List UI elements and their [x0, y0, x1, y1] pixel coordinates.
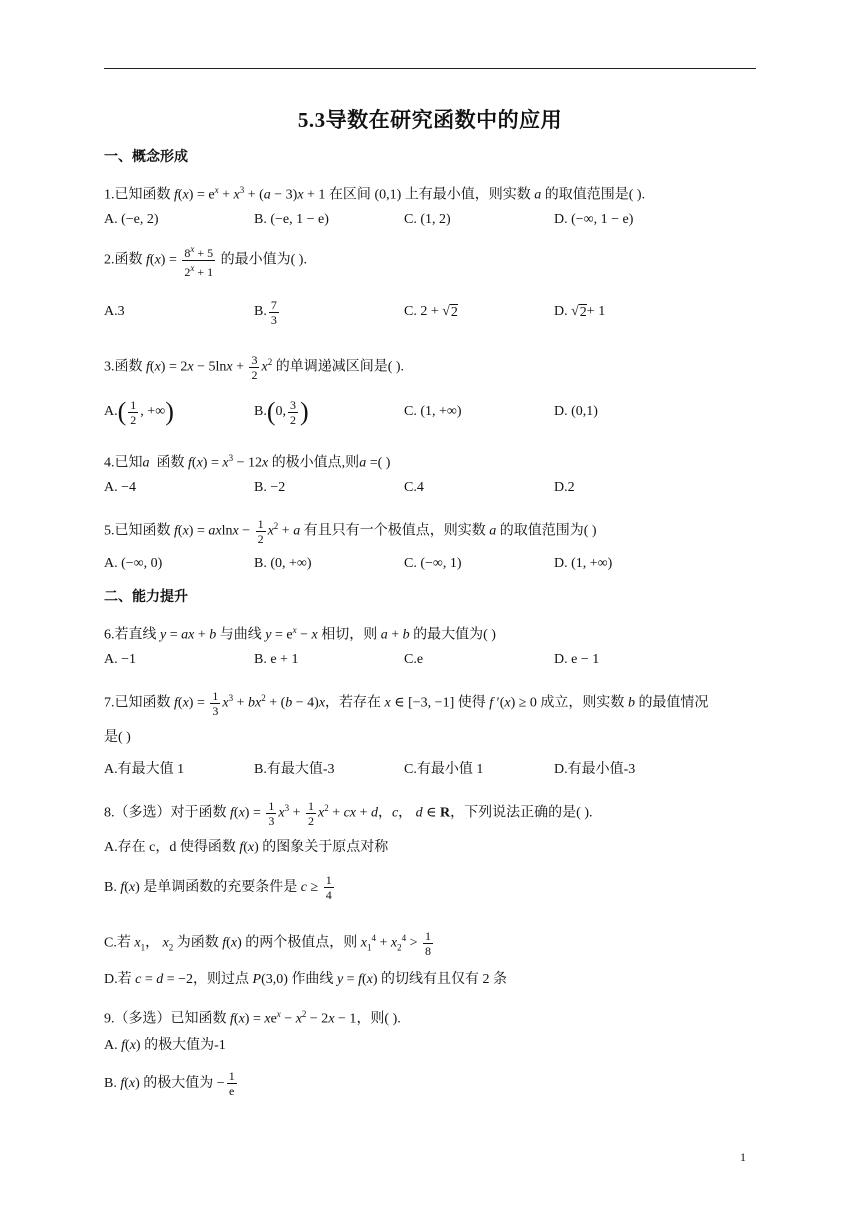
option-b[interactable]: B.有最大值-3 [254, 762, 335, 777]
q5-options [104, 546, 756, 582]
question-8: 8.（多选）对于函数 f(x) = $\frac{1}{3}$ $x^3$ + $\frac{1}{2}$ $x^2$ + cx + d，c， d ∈ R，下列说法正确的是( ). [104, 798, 593, 828]
option-b[interactable]: B. 7 3 [254, 297, 277, 327]
q4-options [104, 470, 756, 506]
option-d[interactable]: D. (−∞, 1 − e) [554, 212, 634, 227]
q8-option-a[interactable]: A.存在 c，d 使得函数 f(x) 的图象关于原点对称 [104, 840, 389, 855]
option-c[interactable]: C.有最小值 1 [404, 762, 484, 777]
section-heading-1: 一、概念形成 [104, 150, 188, 165]
option-b[interactable]: B. −2 [254, 480, 286, 495]
option-a[interactable]: A. (−∞, 0) [104, 556, 163, 571]
option-d[interactable]: D. e − 1 [554, 652, 600, 667]
option-a[interactable]: A.3 [104, 304, 125, 319]
page-number: 1 [740, 1150, 746, 1164]
option-d[interactable]: D.有最小值-3 [554, 762, 636, 777]
option-b[interactable]: B. ( 0, 3 2 ) [254, 397, 309, 427]
option-c[interactable]: C. (1, +∞) [404, 404, 462, 419]
option-b[interactable]: B. e + 1 [254, 652, 299, 667]
question-7-line2: 是( ) [104, 730, 131, 745]
page-title: 5.3导数在研究函数中的应用 [297, 108, 563, 132]
option-d[interactable]: D. (0,1) [554, 404, 598, 419]
question-2: 2.函数 f(x) = $\frac{8^x + 5}{2^x + 1}$ 的最小值为( ). [104, 244, 307, 279]
option-a[interactable]: A. ( 1 2 , +∞ ) [104, 397, 174, 427]
question-3: 3.函数 f(x) = 2x − 5lnx + $\frac{3}{2}$ $x^2$ 的单调递减区间是( ). [104, 352, 405, 382]
question-1: 1.已知函数 $f(x) = e^x + x^3 + (a - 3)x + 1$ 在区间 (0,1) 上有最小值，则实数 a 的取值范围是( ). [104, 185, 646, 203]
option-a[interactable]: A. −4 [104, 480, 137, 495]
option-a[interactable]: A.有最大值 1 [104, 762, 185, 777]
question-6: 6.若直线 y = ax + b 与曲线 $y = e^x - x$ 相切，则 a + b 的最大值为( ) [104, 625, 496, 643]
option-d[interactable]: D.2 [554, 480, 575, 495]
q1-options [104, 202, 756, 238]
q6-options [104, 642, 756, 678]
section-heading-2: 二、能力提升 [104, 590, 188, 605]
option-c[interactable]: C. (−∞, 1) [404, 556, 462, 571]
q7-options [104, 750, 756, 786]
option-d[interactable]: D. (1, +∞) [554, 556, 613, 571]
question-7: 7.已知函数 f(x) = $\frac{1}{3}$ $x^3 + bx^2 + (b - 4)x$，若存在 x ∈ [−3, −1] 使得 f ′(x) ≥ 0 成立，则实数 b 的最值情况 [104, 688, 709, 718]
option-c[interactable]: C. 2 + √ 2 [404, 304, 458, 320]
option-a[interactable]: A. −1 [104, 652, 137, 667]
option-d[interactable]: D. √ 2 + 1 [554, 304, 606, 320]
option-b[interactable]: B. (0, +∞) [254, 556, 312, 571]
q8-option-c[interactable]: C.若 $x_1$， $x_2$ 为函数 f(x) 的两个极值点，则 $x_1^4 + x_2^4$ > $\frac{1}{8}$ [104, 928, 431, 958]
q8-option-b[interactable]: B. f(x) 是单调函数的充要条件是 c ≥ $\frac{1}{4}$ [104, 873, 332, 903]
option-c[interactable]: C.4 [404, 480, 424, 495]
question-5: 5.已知函数 f(x) = axlnx − $\frac{1}{2}$ $x^2 + a$ 有且只有一个极值点，则实数 a 的取值范围为( ) [104, 516, 597, 546]
option-a[interactable]: A. (−e, 2) [104, 212, 159, 227]
q2-options [104, 294, 756, 330]
question-9: 9.（多选）已知函数 $f(x) = xe^x - x^2 - 2x - 1$，则( ). [104, 1009, 401, 1027]
q9-option-b[interactable]: B. f(x) 的极大值为 − $\frac{1}{e}$ [104, 1069, 235, 1099]
question-4: 4.已知a 函数 $f(x) = x^3 - 12x$ 的极小值点,则a =( ) [104, 453, 391, 471]
q8-option-d[interactable]: D.若 c = d = −2，则过点 P(3,0) 作曲线 y = f(x) 的切线有且仅有 2 条 [104, 972, 508, 987]
option-c[interactable]: C. (1, 2) [404, 212, 451, 227]
header-rule [104, 68, 756, 69]
q9-option-a[interactable]: A. f(x) 的极大值为-1 [104, 1038, 226, 1053]
option-c[interactable]: C.e [404, 652, 424, 667]
q3-options [104, 394, 756, 430]
option-b[interactable]: B. (−e, 1 − e) [254, 212, 329, 227]
